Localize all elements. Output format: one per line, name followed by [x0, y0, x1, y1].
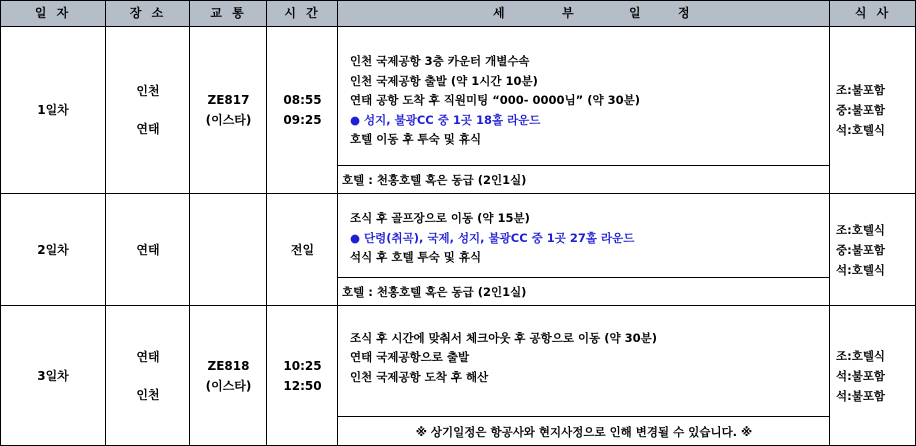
flight-number: ZE818	[207, 359, 250, 373]
airline: (이스타)	[205, 379, 252, 393]
grid-line	[829, 0, 830, 446]
grid-line	[0, 0, 916, 1]
schedule-line-golf: ● 단령(취곡), 국제, 성지, 불광CC 중 1곳 27홀 라운드	[350, 230, 635, 245]
grid-line	[338, 416, 830, 417]
place-name: 인천	[136, 388, 160, 402]
header-schedule	[338, 0, 830, 26]
day-1: 1일차	[37, 103, 69, 117]
place-2: 연태	[136, 242, 160, 257]
schedule-line: 인천 국제공항 3층 카운터 개별수속	[350, 54, 530, 69]
meal-item: 석:불포함	[836, 389, 886, 403]
grid-line	[0, 0, 1, 446]
place-name: 연태	[136, 350, 160, 364]
schedule-line: 인천 국제공항 도착 후 해산	[350, 369, 489, 384]
meal-item: 조:호텔식	[836, 222, 886, 237]
header-time: 시 간	[267, 0, 338, 26]
schedule-2	[338, 194, 830, 277]
schedule-line: 석식 후 호텔 투숙 및 휴식	[350, 250, 482, 265]
meal-item: 석:호텔식	[836, 123, 886, 137]
meal-item: 조:불포함	[836, 83, 886, 97]
place-3	[106, 306, 190, 446]
grid-line	[105, 0, 106, 446]
flight-number: ZE817	[207, 93, 250, 107]
day-3: 3일차	[37, 369, 69, 383]
place-1	[106, 27, 190, 193]
schedule-line: 호텔 이동 후 투숙 및 휴식	[350, 132, 482, 147]
header-schedule-char: 세	[493, 6, 508, 20]
header-transport: 교 통	[190, 0, 267, 26]
time-1	[267, 27, 338, 193]
time-value: 09:25	[283, 113, 322, 127]
schedule-line: 연태 국제공항으로 출발	[350, 350, 470, 365]
meals-1	[830, 27, 916, 193]
schedule-3	[338, 306, 830, 416]
hotel-2: 호텔 : 천홍호텔 혹은 동급 (2인1실)	[342, 284, 527, 299]
meals-3	[830, 306, 916, 446]
header-schedule-char: 정	[678, 6, 693, 20]
header-schedule-char: 일	[629, 6, 644, 20]
meal-item: 중:불포함	[836, 103, 886, 117]
meal-item: 조:호텔식	[836, 349, 886, 363]
schedule-line-golf: ● 성지, 불광CC 중 1곳 18홀 라운드	[350, 112, 541, 127]
transport-1	[190, 27, 267, 193]
meal-item: 석:불포함	[836, 369, 886, 383]
meal-item: 석:호텔식	[836, 262, 886, 277]
time-value: 12:50	[283, 379, 322, 393]
time-value: 10:25	[283, 359, 322, 373]
grid-line	[0, 305, 916, 306]
hotel-1: 호텔 : 천홍호텔 혹은 동급 (2인1실)	[342, 172, 527, 187]
header-schedule-char: 부	[562, 6, 577, 20]
schedule-change-notice: ※ 상기일정은 항공사와 현지사정으로 인해 변경될 수 있습니다. ※	[415, 424, 753, 439]
grid-line	[0, 193, 916, 194]
grid-line	[0, 26, 916, 27]
grid-line	[266, 0, 267, 446]
time-3	[267, 306, 338, 446]
transport-2	[190, 194, 267, 305]
header-day: 일 자	[0, 0, 106, 26]
grid-line	[189, 0, 190, 446]
schedule-line: 조식 후 골프장으로 이동 (약 15분)	[350, 211, 530, 226]
schedule-line: 연태 공항 도착 후 직원미팅 “000- 0000님” (약 30분)	[350, 93, 640, 108]
place-name: 연태	[136, 122, 160, 136]
grid-line	[338, 165, 830, 166]
place-name: 인천	[136, 84, 160, 98]
meals-2	[830, 194, 916, 305]
time-value: 08:55	[283, 93, 322, 107]
grid-line	[338, 277, 830, 278]
airline: (이스타)	[205, 113, 252, 127]
schedule-line: 인천 국제공항 출발 (약 1시간 10분)	[350, 73, 538, 88]
header-place: 장 소	[106, 0, 190, 26]
schedule-line: 조식 후 시간에 맞춰서 체크아웃 후 공항으로 이동 (약 30분)	[350, 330, 657, 345]
grid-line	[337, 0, 338, 446]
day-2: 2일차	[37, 242, 69, 257]
schedule-1	[338, 27, 830, 165]
meal-item: 중:불포함	[836, 242, 886, 257]
transport-3	[190, 306, 267, 446]
time-2: 전일	[290, 242, 315, 257]
header-meals: 식 사	[830, 0, 916, 26]
